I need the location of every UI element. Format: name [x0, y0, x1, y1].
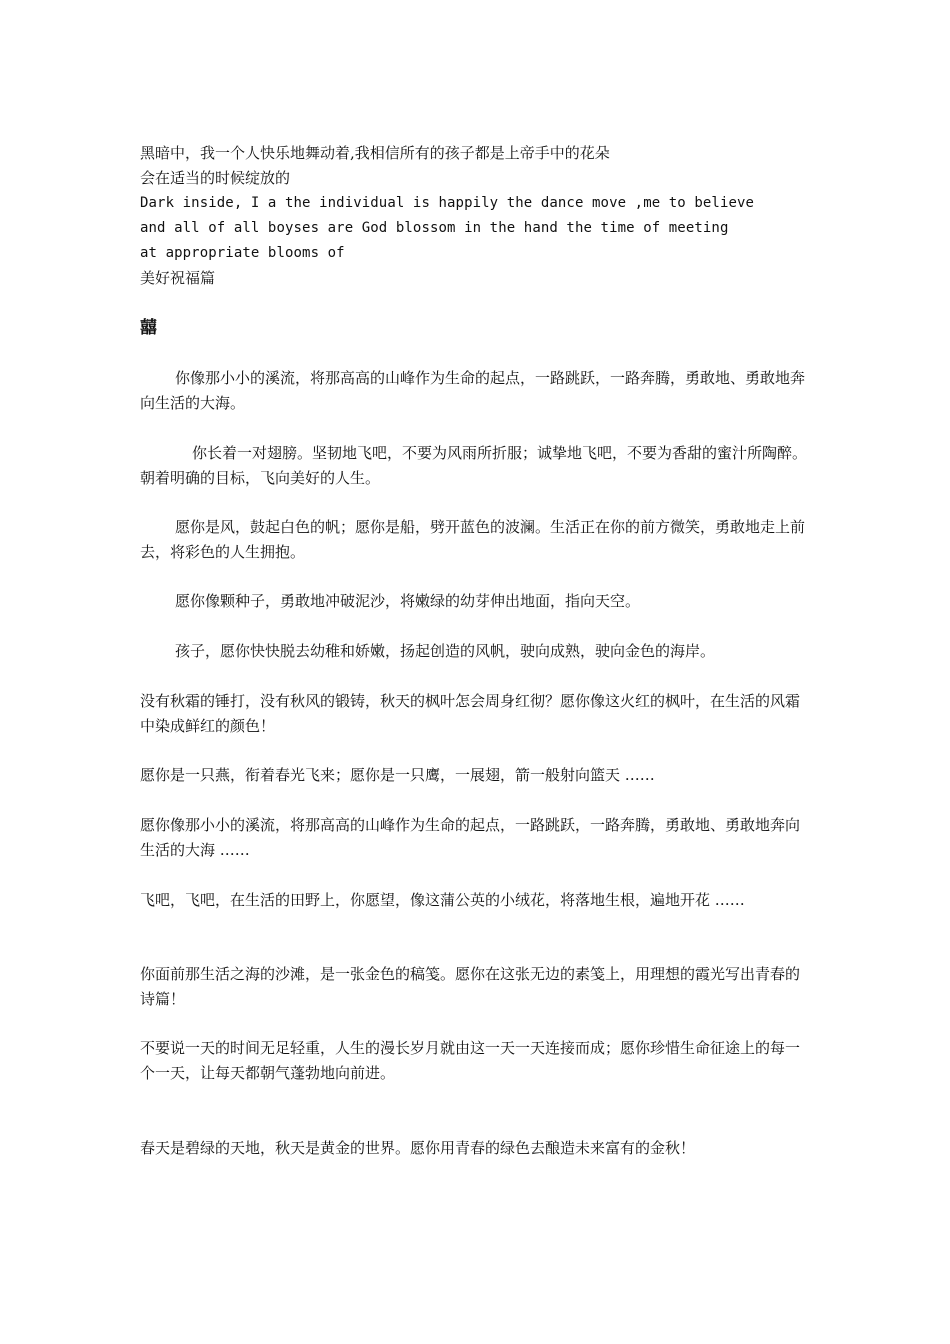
paragraph: 愿你是一只燕，衔着春光飞来；愿你是一只鹰，一展翅，箭一般射向篮天 ……: [140, 766, 655, 784]
paragraph: 春天是碧绿的天地，秋天是黄金的世界。愿你用青春的绿色去酿造未来富有的金秋！: [140, 1139, 696, 1157]
paragraph: 你长着一对翅膀。坚韧地飞吧，不要为风雨所折服；诚挚地飞吧，不要为香甜的蜜汁所陶醉。朝着明确的目标，飞向美好的人生。: [140, 444, 808, 487]
paragraph: 你面前那生活之海的沙滩，是一张金色的稿笺。愿你在这张无边的素笺上，用理想的霞光写出青春的诗篇！: [140, 965, 801, 1008]
intro-english-line-1: Dark inside, I a the individual is happily the dance move ,me to believe: [140, 195, 755, 211]
paragraph: 愿你像颗种子，勇敢地冲破泥沙，将嫩绿的幼芽伸出地面，指向天空。: [175, 592, 641, 610]
paragraph: 愿你像那小小的溪流，将那高高的山峰作为生命的起点，一路跳跃，一路奔腾，勇敢地、勇敢地奔向生活的大海 ……: [140, 816, 801, 859]
intro-line-2: 会在适当的时候绽放的: [140, 169, 291, 187]
paragraph: 孩子，愿你快快脱去幼稚和娇嫩，扬起创造的风帆，驶向成熟，驶向金色的海岸。: [175, 642, 716, 660]
intro-line-1: 黑暗中，我一个人快乐地舞动着,我相信所有的孩子都是上帝手中的花朵: [140, 144, 610, 162]
paragraph: 不要说一天的时间无足轻重，人生的漫长岁月就由这一天一天连接而成；愿你珍惜生命征途上的每一个一天，让每天都朝气蓬勃地向前进。: [140, 1039, 801, 1082]
section-title: 美好祝福篇: [140, 269, 216, 287]
paragraph: 飞吧，飞吧，在生活的田野上，你愿望，像这蒲公英的小绒花，将落地生根，遍地开花 ……: [140, 891, 745, 909]
paragraph: 你像那小小的溪流，将那高高的山峰作为生命的起点，一路跳跃，一路奔腾，勇敢地、勇敢地奔向生活的大海。: [140, 369, 806, 412]
intro-english-line-2: and all of all boyses are God blossom in the hand the time of meeting: [140, 220, 729, 236]
heading-double-happiness: 囍: [140, 318, 157, 338]
paragraph: 愿你是风，鼓起白色的帆；愿你是船，劈开蓝色的波澜。生活正在你的前方微笑，勇敢地走上前去，将彩色的人生拥抱。: [140, 518, 806, 561]
intro-english-line-3: at appropriate blooms of: [140, 245, 345, 261]
paragraph: 没有秋霜的锤打，没有秋风的锻铸，秋天的枫叶怎会周身红彻？愿你像这火红的枫叶，在生活的风霜中染成鲜红的颜色！: [140, 692, 801, 735]
